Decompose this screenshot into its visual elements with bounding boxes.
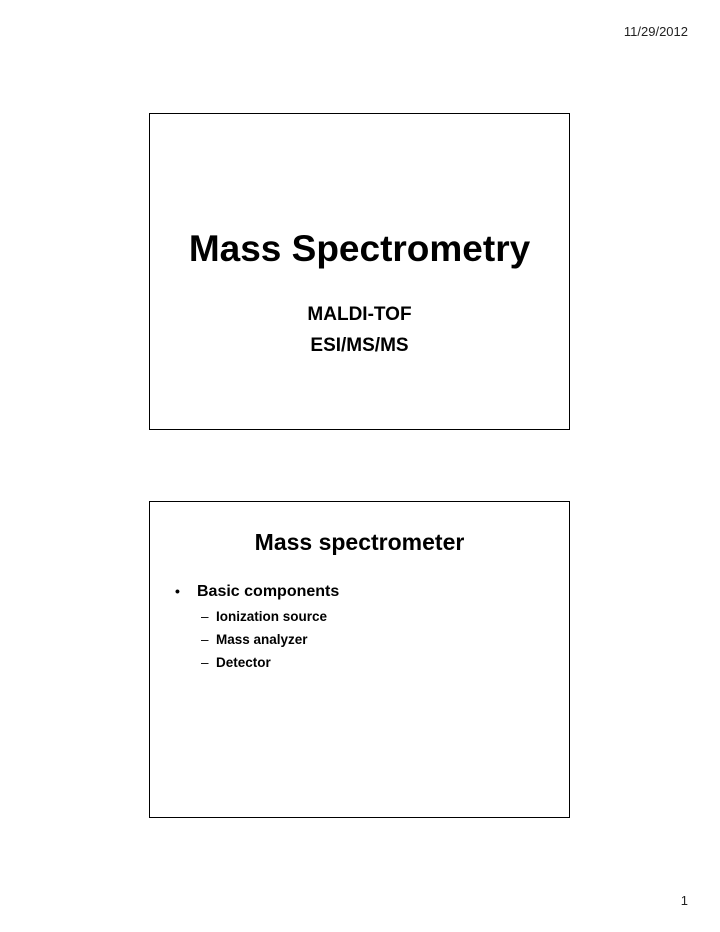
sub-item xyxy=(201,651,549,674)
bullet-label: Basic components xyxy=(197,583,340,600)
slide-2-title: Mass spectrometer xyxy=(254,529,465,555)
bullet-item xyxy=(175,578,549,605)
sub-item-label: Ionization source xyxy=(216,609,328,624)
page-number: 1 xyxy=(680,893,688,908)
slide-1-subtitle-maldi: MALDI-TOF xyxy=(307,304,412,325)
dash-icon: – xyxy=(201,632,209,647)
sub-item xyxy=(201,605,549,628)
slide-1-subtitle-esi: ESI/MS/MS xyxy=(310,335,409,356)
bullet-icon: • xyxy=(175,583,180,599)
slide-1-title: Mass Spectrometry xyxy=(188,228,531,269)
slide-1-subtitles xyxy=(150,299,569,361)
sub-item-label: Detector xyxy=(216,655,271,670)
sub-item xyxy=(201,628,549,651)
dash-icon: – xyxy=(201,609,209,624)
sub-item-label: Mass analyzer xyxy=(216,632,308,647)
slide-2-bullet-list xyxy=(175,578,549,674)
slide-2 xyxy=(149,501,570,818)
header-date: 11/29/2012 xyxy=(623,24,688,39)
slide-1 xyxy=(149,113,570,430)
dash-icon: – xyxy=(201,655,209,670)
